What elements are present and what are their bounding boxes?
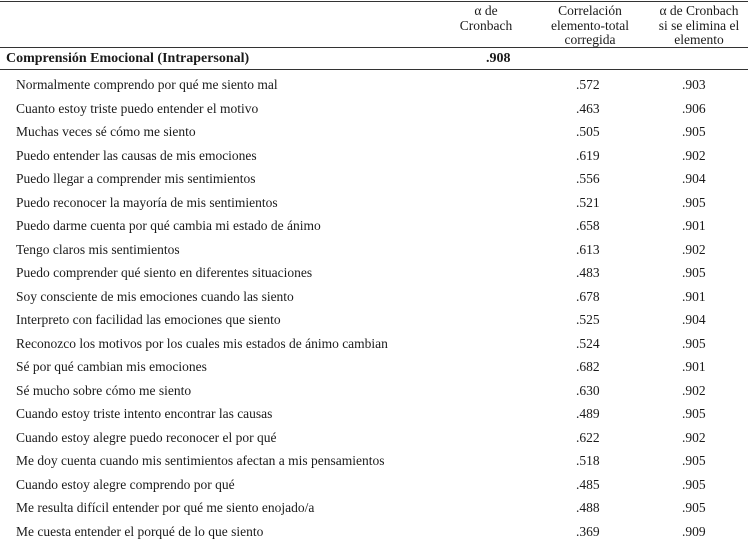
item-text: Normalmente comprendo por qué me siento mal <box>16 77 278 93</box>
item-text: Cuando estoy alegre comprendo por qué <box>16 477 235 493</box>
item-total-correlation: .483 <box>576 265 600 281</box>
item-total-correlation: .463 <box>576 101 600 117</box>
item-text: Me resulta difícil entender por qué me siento enojado/a <box>16 500 314 516</box>
table-row <box>0 121 748 145</box>
item-text: Cuando estoy alegre puedo reconocer el por qué <box>16 430 277 446</box>
item-total-correlation: .572 <box>576 77 600 93</box>
table-row <box>0 356 748 380</box>
table-row <box>0 427 748 451</box>
item-text: Puedo comprender qué siento en diferentes situaciones <box>16 265 312 281</box>
table-row <box>0 286 748 310</box>
item-total-correlation: .658 <box>576 218 600 234</box>
item-text: Sé por qué cambian mis emociones <box>16 359 207 375</box>
item-text: Soy consciente de mis emociones cuando las siento <box>16 289 294 305</box>
item-text: Interpreto con facilidad las emociones que siento <box>16 312 281 328</box>
table-row <box>0 474 748 498</box>
item-text: Puedo reconocer la mayoría de mis sentimientos <box>16 195 278 211</box>
header-corr-line1: Correlación <box>540 4 640 19</box>
item-total-correlation: .518 <box>576 453 600 469</box>
alpha-if-deleted: .901 <box>682 359 706 375</box>
header-alpha-line2: Cronbach <box>448 19 524 34</box>
header-alpha-line1: α de <box>448 4 524 19</box>
item-text: Me cuesta entender el porqué de lo que siento <box>16 524 263 540</box>
table-row <box>0 192 748 216</box>
alpha-if-deleted: .904 <box>682 171 706 187</box>
alpha-if-deleted: .909 <box>682 524 706 540</box>
table-row <box>0 450 748 474</box>
header-alpha-del-line2: si se elimina el <box>650 19 748 34</box>
item-total-correlation: .556 <box>576 171 600 187</box>
alpha-if-deleted: .902 <box>682 383 706 399</box>
item-text: Puedo darme cuenta por qué cambia mi estado de ánimo <box>16 218 321 234</box>
item-total-correlation: .521 <box>576 195 600 211</box>
item-total-correlation: .630 <box>576 383 600 399</box>
table-row <box>0 403 748 427</box>
alpha-if-deleted: .905 <box>682 336 706 352</box>
item-text: Cuanto estoy triste puedo entender el motivo <box>16 101 258 117</box>
item-total-correlation: .524 <box>576 336 600 352</box>
item-total-correlation: .488 <box>576 500 600 516</box>
item-text: Puedo entender las causas de mis emociones <box>16 148 257 164</box>
item-total-correlation: .619 <box>576 148 600 164</box>
table-row <box>0 309 748 333</box>
header-corr-line2: elemento-total <box>540 19 640 34</box>
item-total-correlation: .505 <box>576 124 600 140</box>
table-row <box>0 98 748 122</box>
table-row <box>0 333 748 357</box>
alpha-if-deleted: .905 <box>682 195 706 211</box>
section-rule <box>0 69 748 70</box>
table-row <box>0 215 748 239</box>
alpha-if-deleted: .905 <box>682 500 706 516</box>
alpha-if-deleted: .903 <box>682 77 706 93</box>
table-row <box>0 145 748 169</box>
header-alpha-del-line3: elemento <box>650 33 748 48</box>
alpha-if-deleted: .901 <box>682 289 706 305</box>
alpha-if-deleted: .905 <box>682 265 706 281</box>
item-total-correlation: .622 <box>576 430 600 446</box>
table-body <box>0 74 748 544</box>
table-row <box>0 74 748 98</box>
alpha-if-deleted: .902 <box>682 148 706 164</box>
header-alpha-if-deleted <box>650 4 748 48</box>
item-text: Reconozco los motivos por los cuales mis estados de ánimo cambian <box>16 336 388 352</box>
item-total-correlation: .485 <box>576 477 600 493</box>
section-title: Comprensión Emocional (Intrapersonal) <box>6 51 249 67</box>
alpha-if-deleted: .905 <box>682 406 706 422</box>
table-row <box>0 380 748 404</box>
header-alpha <box>448 4 524 33</box>
header-corrected-correlation <box>540 4 640 48</box>
alpha-if-deleted: .902 <box>682 242 706 258</box>
item-total-correlation: .682 <box>576 359 600 375</box>
table-row <box>0 262 748 286</box>
item-total-correlation: .613 <box>576 242 600 258</box>
alpha-if-deleted: .905 <box>682 477 706 493</box>
alpha-if-deleted: .905 <box>682 453 706 469</box>
table-top-rule <box>0 1 748 2</box>
alpha-if-deleted: .901 <box>682 218 706 234</box>
alpha-if-deleted: .905 <box>682 124 706 140</box>
item-text: Puedo llegar a comprender mis sentimientos <box>16 171 256 187</box>
alpha-if-deleted: .904 <box>682 312 706 328</box>
section-alpha-value: .908 <box>486 51 511 67</box>
header-alpha-del-line1: α de Cronbach <box>650 4 748 19</box>
item-text: Me doy cuenta cuando mis sentimientos afectan a mis pensamientos <box>16 453 385 469</box>
table-row <box>0 497 748 521</box>
alpha-if-deleted: .906 <box>682 101 706 117</box>
item-total-correlation: .678 <box>576 289 600 305</box>
item-total-correlation: .489 <box>576 406 600 422</box>
table-row <box>0 521 748 544</box>
table-row <box>0 168 748 192</box>
header-bottom-rule <box>0 47 748 48</box>
item-text: Sé mucho sobre cómo me siento <box>16 383 191 399</box>
item-text: Muchas veces sé cómo me siento <box>16 124 196 140</box>
alpha-if-deleted: .902 <box>682 430 706 446</box>
header-corr-line3: corregida <box>540 33 640 48</box>
item-text: Tengo claros mis sentimientos <box>16 242 180 258</box>
item-total-correlation: .525 <box>576 312 600 328</box>
item-text: Cuando estoy triste intento encontrar las causas <box>16 406 272 422</box>
table-row <box>0 239 748 263</box>
item-total-correlation: .369 <box>576 524 600 540</box>
